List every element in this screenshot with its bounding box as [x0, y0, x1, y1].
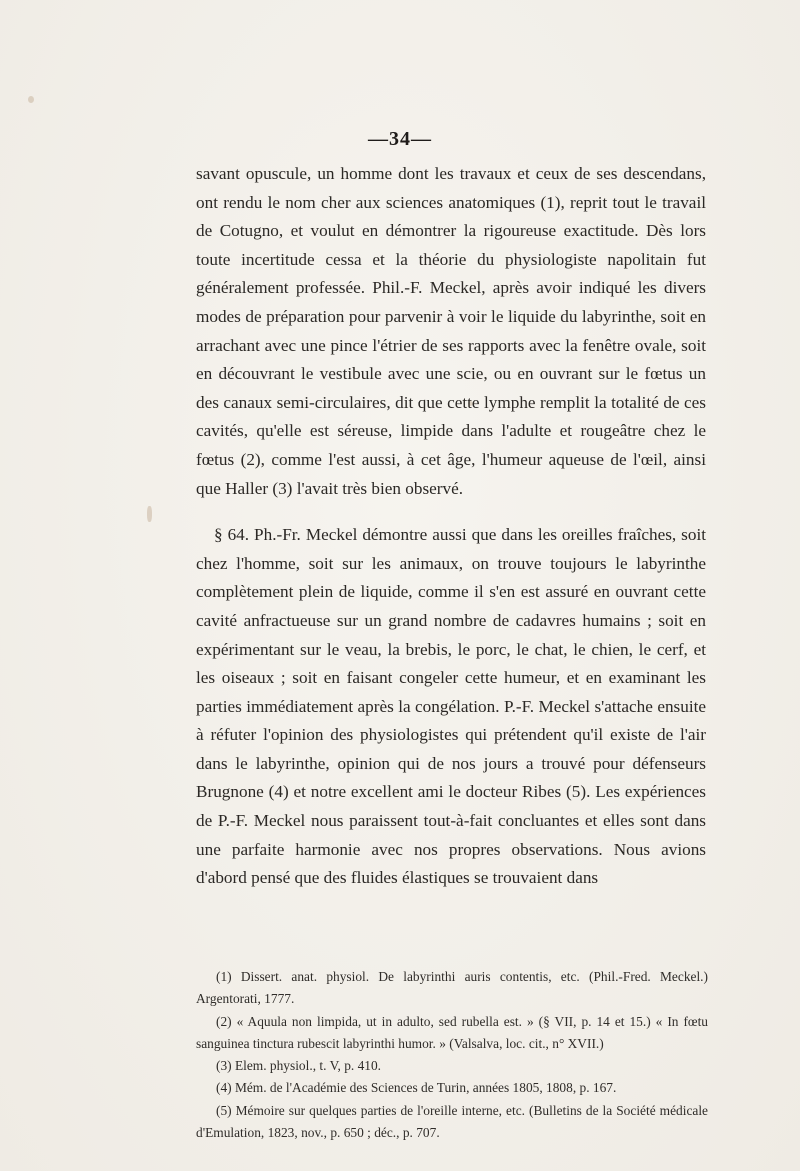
ink-blot [147, 506, 152, 522]
ink-blot [28, 96, 34, 103]
footnotes [196, 966, 708, 1144]
paragraph: § 64. Ph.-Fr. Meckel démontre aussi que dans les oreilles fraîches, soit chez l'homme, soit sur les animaux, on trouve toujours le labyrinthe complètement plein de liquide, comme il s'en est assuré en ouvrant cette cavité anfractueuse sur un grand nombre de cadavres humains ; soit en expérimentant sur le veau, la brebis, le porc, le chat, le chien, le cerf, et les oiseaux ; soit en faisant congeler cette humeur, et en examinant les parties immédiatement après la congélation. P.-F. Meckel s'attache ensuite à réfuter l'opinion des physiologistes qui prétendent qu'il existe de l'air dans le labyrinthe, opinion qui de nos jours a trouvé pour défenseurs Brugnone (4) et notre excellent ami le docteur Ribes (5). Les expériences de P.-F. Meckel nous paraissent tout-à-fait concluantes et elles sont dans une parfaite harmonie avec nos propres observations. Nous avions d'abord pensé que des fluides élastiques se trouvaient dans [196, 525, 706, 888]
main-text [196, 160, 706, 893]
paragraph: savant opuscule, un homme dont les travaux et ceux de ses descendans, ont rendu le nom cher aux sciences anatomiques (1), reprit tout le travail de Cotugno, et voulut en démontrer la rigoureuse exactitude. Dès lors toute incertitude cessa et la théorie du physiologiste napolitain fut généralement professée. Phil.-F. Meckel, après avoir indiqué les divers modes de préparation pour parvenir à voir le liquide du labyrinthe, soit en arrachant avec une pince l'étrier de ses rapports avec la fenêtre ovale, soit en découvrant le vestibule avec une scie, ou en ouvrant sur le fœtus un des canaux semi-circulaires, dit que cette lymphe remplit la totalité de ces cavités, qu'elle est séreuse, limpide dans l'adulte et rougeâtre chez le fœtus (2), comme l'est aussi, à cet âge, l'humeur aqueuse de l'œil, ainsi que Haller (3) l'avait très bien observé. [196, 164, 706, 498]
footnote: (4) Mém. de l'Académie des Sciences de Turin, années 1805, 1808, p. 167. [216, 1080, 617, 1096]
footnote: (5) Mémoire sur quelques parties de l'oreille interne, etc. (Bulletins de la Société médicale d'Emulation, 1823, nov., p. 650 ; déc., p. 707. [196, 1102, 708, 1141]
footnote: (1) Dissert. anat. physiol. De labyrinthi auris contentis, etc. (Phil.-Fred. Meckel.) Argentorati, 1777. [196, 969, 708, 1007]
footnote: (3) Elem. physiol., t. V, p. 410. [216, 1058, 382, 1074]
footnote: (2) « Aquula non limpida, ut in adulto, sed rubella est. » (§ VII, p. 14 et 15.) « In fœtu sanguinea tinctura rubescit labyrinthi humor. » (Valsalva, loc. cit., n° XVII.) [196, 1013, 708, 1051]
page-number: —34— [368, 128, 432, 150]
